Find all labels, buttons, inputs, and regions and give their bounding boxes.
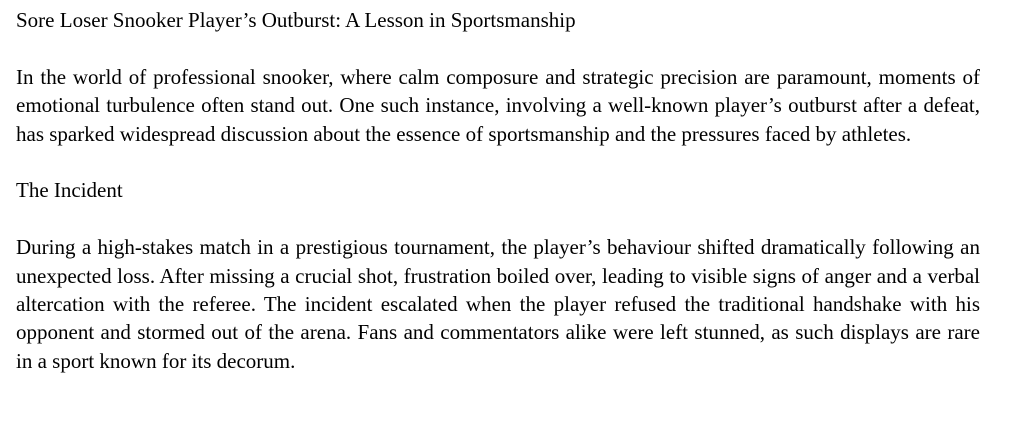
document-title: Sore Loser Snooker Player’s Outburst: A Lesson in Sportsmanship — [16, 8, 576, 32]
intro-paragraph: In the world of professional snooker, where calm composure and strategic precision are paramount, moments of emotional turbulence often stand out. One such instance, involving a well-known player’s outburst after a defeat, has sparked widespread discussion about the essence of sportsmanship and the pressures faced by athletes. — [16, 64, 980, 146]
paragraph-spacer — [16, 34, 980, 62]
incident-paragraph: During a high-stakes match in a prestigious tournament, the player’s behaviour shifted dramatically following an unexpected loss. After missing a crucial shot, frustration boiled over, leading to visible signs of anger and a verbal altercation with the referee. The incident escalated when the player refused the traditional handshake with his opponent and stormed out of the arena. Fans and commentators alike were left stunned, as such displays are rare in a sport known for its decorum. — [16, 235, 980, 373]
document-page — [16, 6, 980, 375]
paragraph-spacer — [16, 205, 980, 233]
paragraph-spacer — [16, 148, 980, 176]
section-heading: The Incident — [16, 178, 123, 203]
